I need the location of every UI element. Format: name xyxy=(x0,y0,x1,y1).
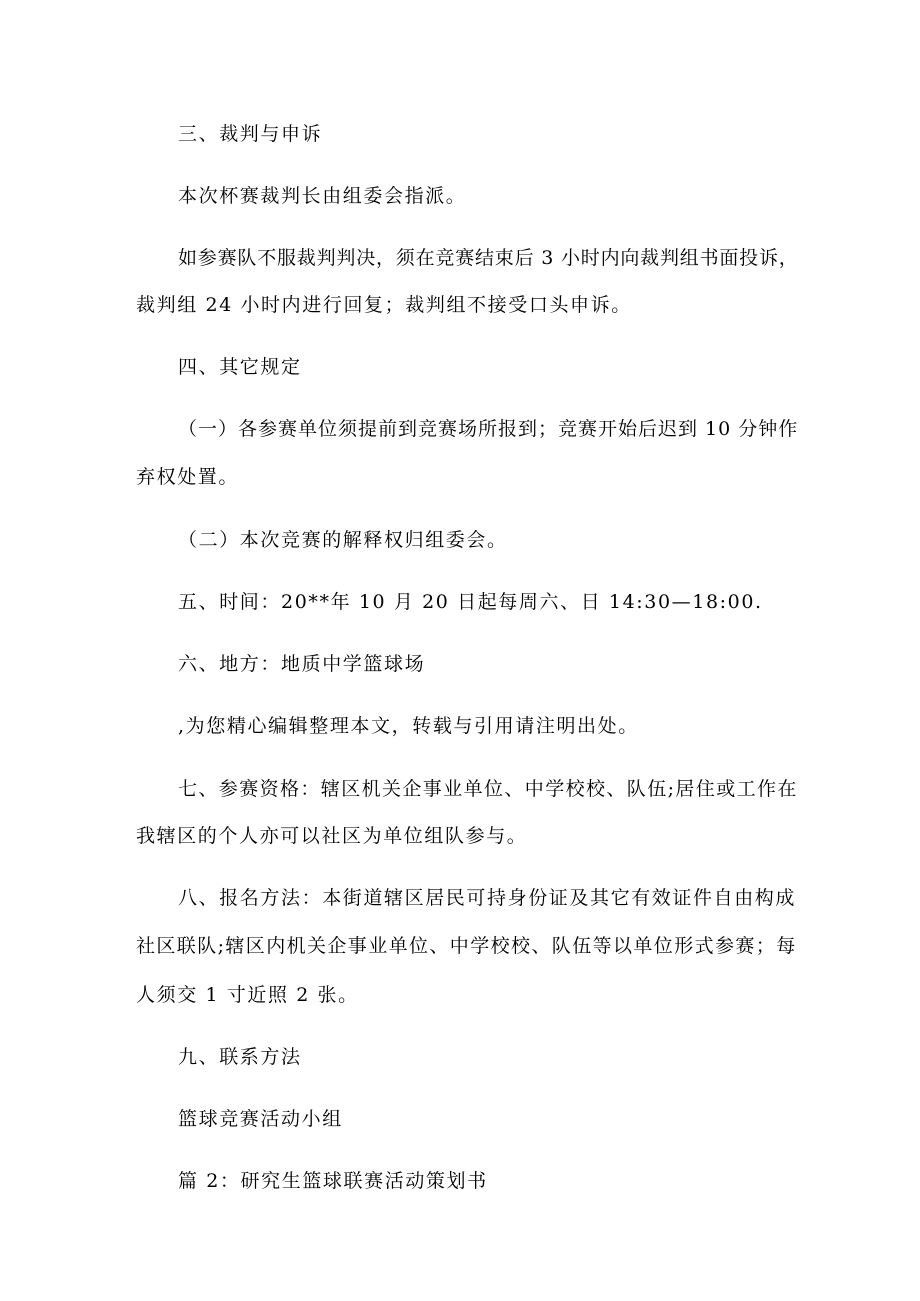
section-heading-contact: 九、联系方法 xyxy=(178,1046,302,1068)
paragraph-line: 裁判组 24 小时内进行回复；裁判组不接受口头申诉。 xyxy=(136,294,632,316)
paragraph-line: 本次杯赛裁判长由组委会指派。 xyxy=(178,185,467,207)
paragraph-line: 人须交 1 寸近照 2 张。 xyxy=(136,984,359,1006)
paragraph-line: ,为您精心编辑整理本文，转载与引用请注明出处。 xyxy=(178,715,639,737)
section-heading-referee-appeal: 三、裁判与申诉 xyxy=(178,123,323,145)
section-heading-eligibility: 七、参赛资格：辖区机关企事业单位、中学校校、队伍;居住或工作在 xyxy=(178,778,798,800)
paragraph-line: （二）本次竞赛的解释权归组委会。 xyxy=(178,529,508,551)
section-heading-location: 六、地方：地质中学篮球场 xyxy=(178,653,426,675)
article-heading: 篇 2：研究生篮球联赛活动策划书 xyxy=(178,1170,488,1192)
paragraph-line: 弃权处置。 xyxy=(136,466,240,488)
section-heading-time: 五、时间：20**年 10 月 20 日起每周六、日 14:30—18:00. xyxy=(178,591,763,613)
section-heading-other-rules: 四、其它规定 xyxy=(178,356,302,378)
paragraph-line: 篮球竞赛活动小组 xyxy=(178,1108,343,1130)
paragraph-line: 如参赛队不服裁判判决，须在竞赛结束后 3 小时内向裁判组书面投诉， xyxy=(178,247,799,269)
paragraph-line: 社区联队;辖区内机关企事业单位、中学校校、队伍等以单位形式参赛；每 xyxy=(136,935,797,957)
section-heading-registration: 八、报名方法：本街道辖区居民可持身份证及其它有效证件自由构成 xyxy=(178,887,797,909)
paragraph-line: （一）各参赛单位须提前到竞赛场所报到；竞赛开始后迟到 10 分钟作 xyxy=(178,418,799,440)
paragraph-line: 我辖区的个人亦可以社区为单位组队参与。 xyxy=(136,825,528,847)
